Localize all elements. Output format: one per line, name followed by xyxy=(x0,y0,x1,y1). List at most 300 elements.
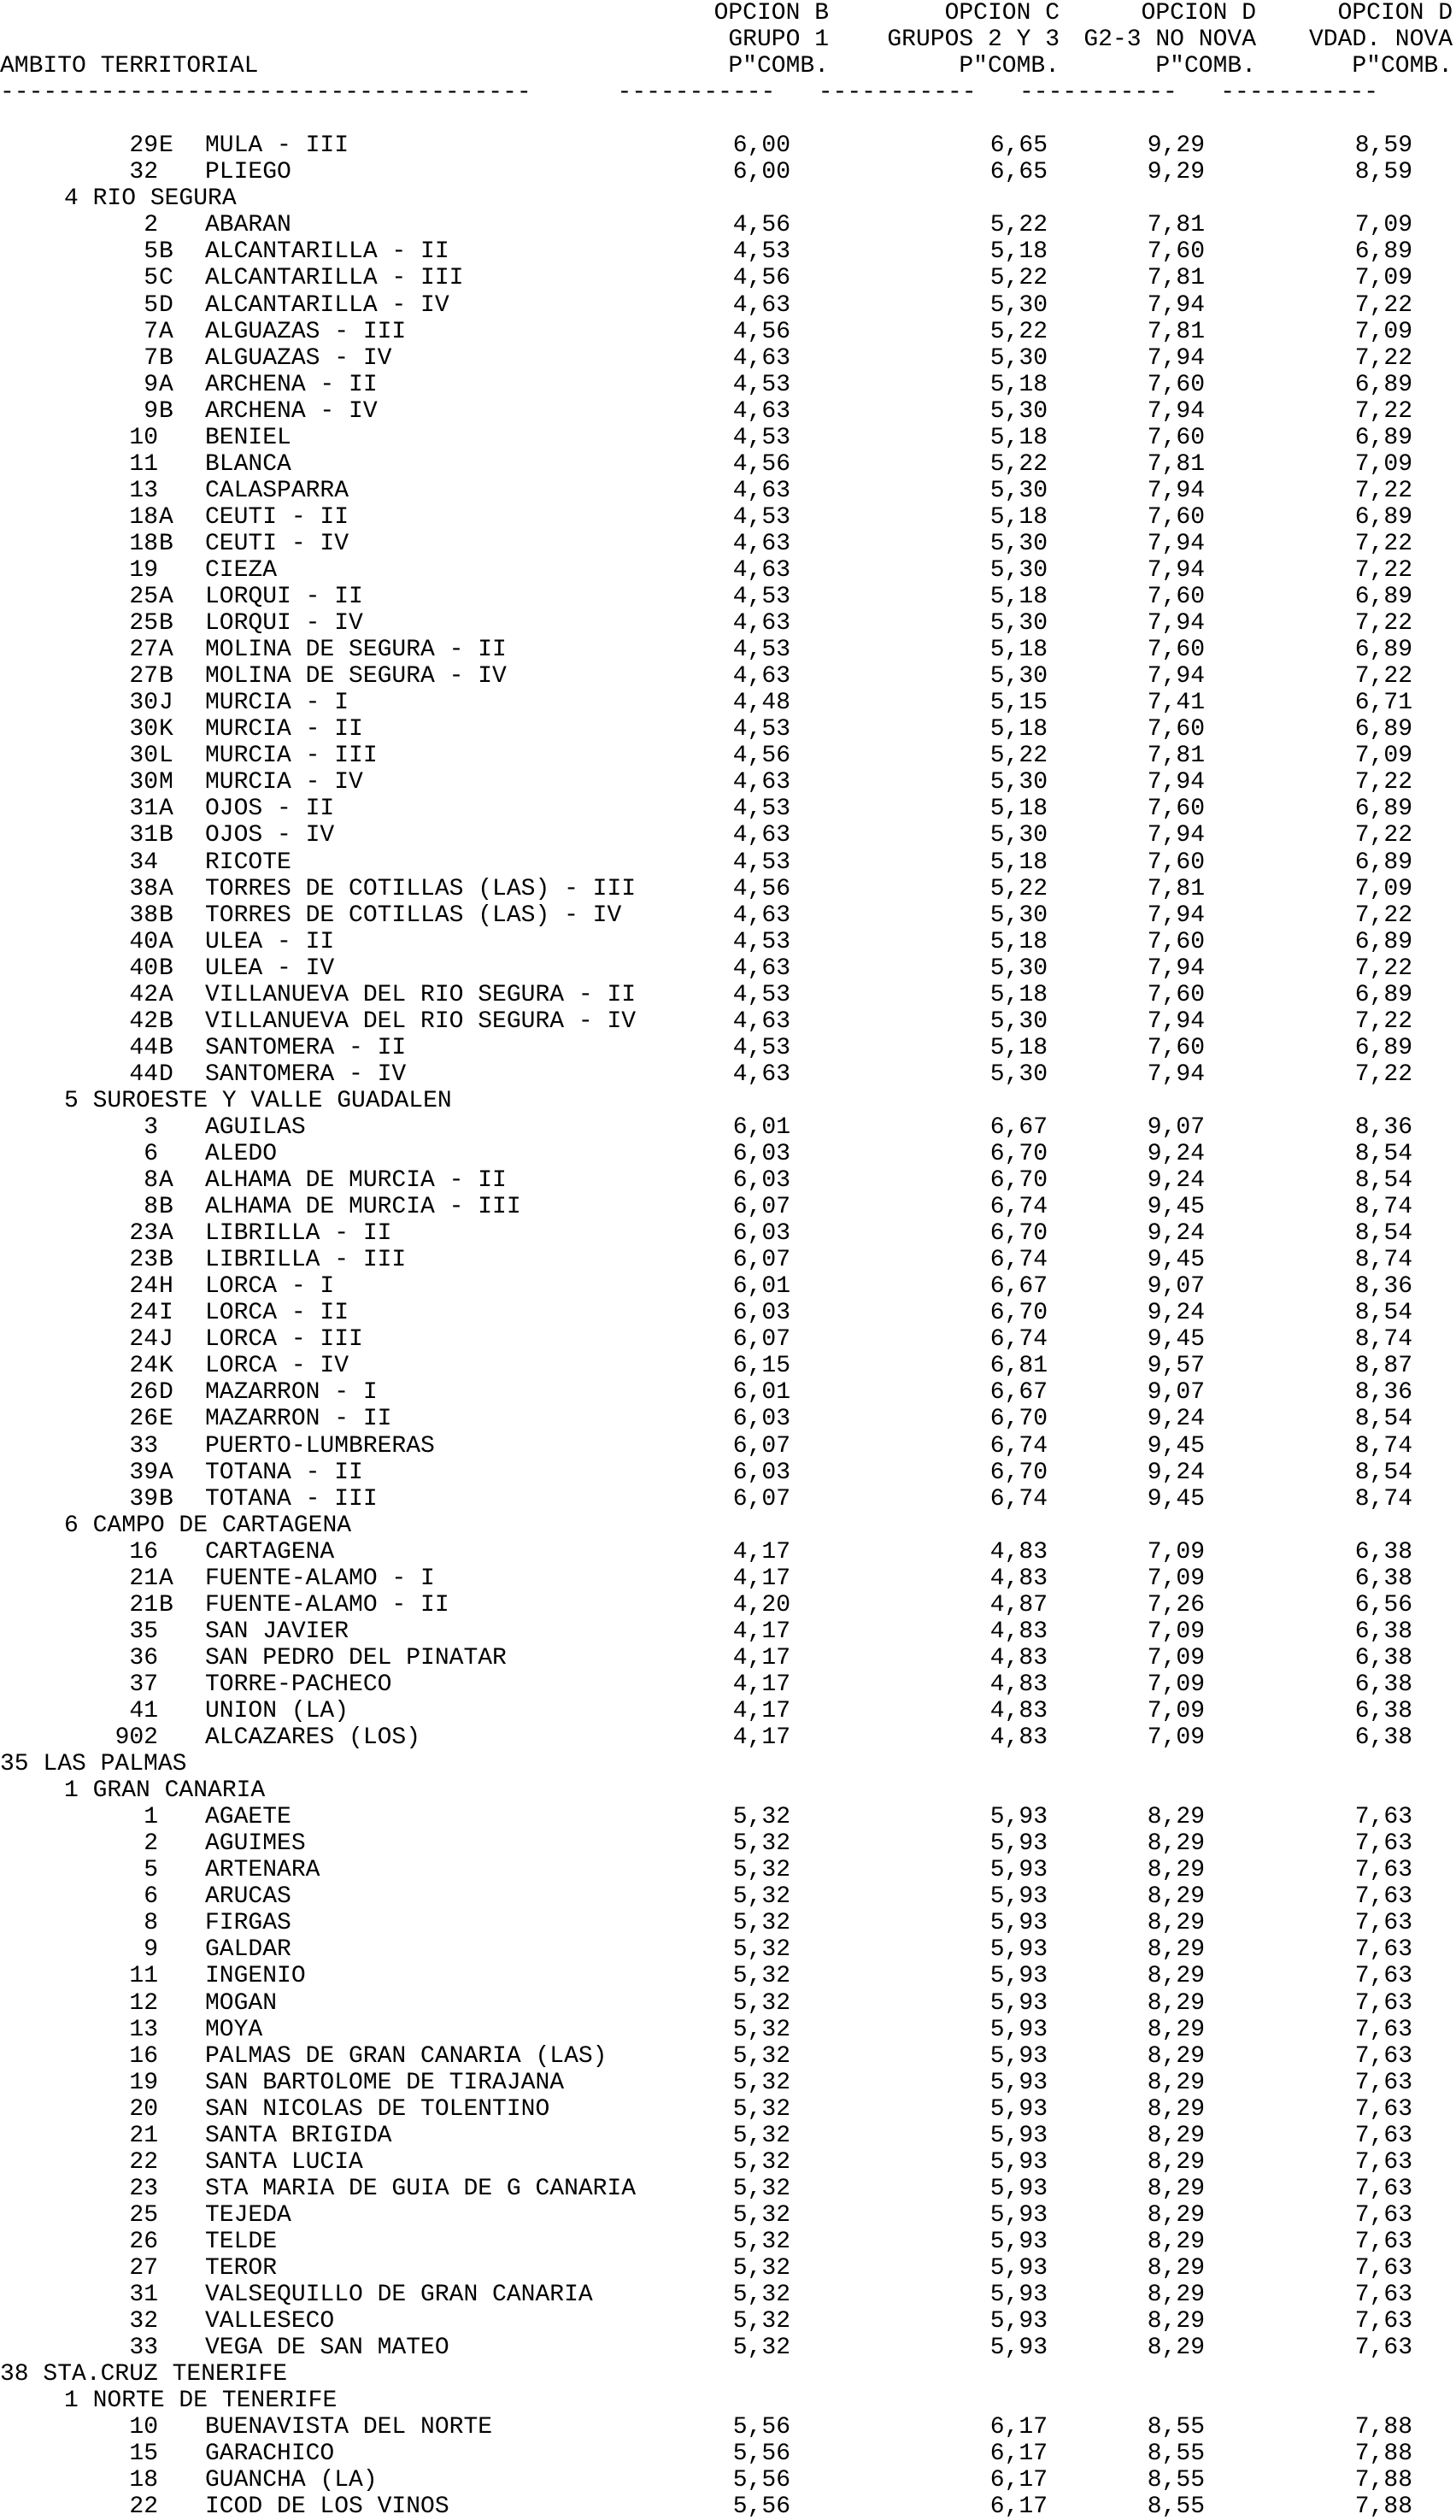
municipality-code: 39 xyxy=(129,1459,158,1486)
table-row xyxy=(0,2202,1456,2229)
municipality-name: AGUILAS xyxy=(205,1113,306,1141)
municipality-code: 25 xyxy=(129,2201,158,2229)
municipality-name: LORCA - II xyxy=(205,1300,349,1327)
value-option-b: 6,03 xyxy=(732,1167,790,1195)
municipality-suffix: B xyxy=(159,397,173,425)
municipality-name: TORRE-PACHECO xyxy=(205,1671,392,1698)
table-row xyxy=(0,1008,1456,1035)
value-option-d: 8,29 xyxy=(1147,2254,1205,2282)
zone-heading-row xyxy=(0,2388,1456,2414)
table-row xyxy=(0,1114,1456,1141)
municipality-suffix: K xyxy=(159,716,173,743)
value-option-d: 7,94 xyxy=(1147,530,1205,557)
value-option-d-nova: 6,89 xyxy=(1354,1034,1412,1061)
table-row xyxy=(0,1830,1456,1857)
value-option-c: 5,93 xyxy=(989,2228,1048,2255)
value-option-b: 5,32 xyxy=(732,2175,790,2202)
value-option-d: 7,09 xyxy=(1147,1644,1205,1671)
table-row xyxy=(0,769,1456,796)
municipality-name: MAZARRON - II xyxy=(205,1406,392,1433)
municipality-suffix: E xyxy=(159,132,173,160)
municipality-code: 44 xyxy=(129,1034,158,1061)
value-option-d: 7,94 xyxy=(1147,344,1205,372)
value-option-d: 7,60 xyxy=(1147,637,1205,664)
value-option-b: 6,07 xyxy=(732,1247,790,1274)
municipality-code: 24 xyxy=(129,1353,158,1380)
value-option-c: 5,18 xyxy=(989,584,1048,611)
value-option-b: 6,07 xyxy=(732,1432,790,1460)
table-row xyxy=(0,822,1456,849)
municipality-name: BUENAVISTA DEL NORTE xyxy=(205,2414,493,2441)
header-option-b-title: OPCION B xyxy=(713,0,829,26)
value-option-d-nova: 7,63 xyxy=(1354,1989,1412,2017)
value-option-d: 7,60 xyxy=(1147,424,1205,451)
value-option-c: 5,18 xyxy=(989,716,1048,743)
value-option-c: 5,30 xyxy=(989,530,1048,557)
municipality-code: 29 xyxy=(129,132,158,160)
value-option-d: 9,24 xyxy=(1147,1406,1205,1433)
header-option-d-nova-unit: P"COMB. xyxy=(1352,53,1453,80)
value-option-c: 6,67 xyxy=(989,1273,1048,1301)
value-option-b: 5,32 xyxy=(732,2308,790,2335)
value-option-d-nova: 7,09 xyxy=(1354,212,1412,239)
municipality-suffix: J xyxy=(159,1326,173,1354)
value-option-d-nova: 8,54 xyxy=(1354,1141,1412,1168)
municipality-code: 38 xyxy=(129,875,158,902)
value-option-b: 6,01 xyxy=(732,1379,790,1407)
table-row xyxy=(0,1804,1456,1830)
municipality-code: 41 xyxy=(129,1698,158,1724)
table-row xyxy=(0,1353,1456,1379)
municipality-code: 3 xyxy=(144,1113,158,1141)
value-option-d-nova: 6,89 xyxy=(1354,716,1412,743)
municipality-name: ALGUAZAS - III xyxy=(205,318,407,345)
value-option-d-nova: 6,89 xyxy=(1354,503,1412,531)
table-row xyxy=(0,1460,1456,1486)
municipality-name: INGENIO xyxy=(205,1963,306,1990)
municipality-suffix: A xyxy=(159,1220,173,1248)
municipality-suffix: B xyxy=(159,238,173,266)
municipality-name: SAN PEDRO DEL PINATAR xyxy=(205,1644,507,1671)
value-option-b: 4,56 xyxy=(732,318,790,345)
municipality-code: 21 xyxy=(129,1565,158,1592)
municipality-code: 31 xyxy=(129,2282,158,2309)
municipality-code: 5 xyxy=(144,265,158,292)
municipality-name: ALCAZARES (LOS) xyxy=(205,1724,421,1752)
value-option-b: 4,53 xyxy=(732,371,790,398)
value-option-d: 7,60 xyxy=(1147,238,1205,266)
table-row xyxy=(0,929,1456,955)
municipality-suffix: A xyxy=(159,318,173,345)
municipality-name: TORRES DE COTILLAS (LAS) - III xyxy=(205,875,637,902)
table-row xyxy=(0,1273,1456,1300)
value-option-b: 4,63 xyxy=(732,397,790,425)
value-option-b: 4,63 xyxy=(732,1060,790,1088)
municipality-code: 34 xyxy=(129,849,158,876)
value-option-d-nova: 8,74 xyxy=(1354,1247,1412,1274)
value-option-d: 8,55 xyxy=(1147,2494,1205,2520)
value-option-b: 5,32 xyxy=(732,2228,790,2255)
municipality-code: 5 xyxy=(144,238,158,266)
value-option-b: 6,15 xyxy=(732,1353,790,1380)
municipality-name: STA MARIA DE GUIA DE G CANARIA xyxy=(205,2175,637,2202)
value-option-b: 4,53 xyxy=(732,796,790,823)
municipality-code: 22 xyxy=(129,2148,158,2176)
municipality-code: 1 xyxy=(144,1804,158,1831)
municipality-code: 36 xyxy=(129,1644,158,1671)
municipality-code: 2 xyxy=(144,1830,158,1858)
value-option-d-nova: 7,22 xyxy=(1354,769,1412,796)
table-row xyxy=(0,902,1456,929)
value-option-b: 4,63 xyxy=(732,822,790,849)
value-option-b: 5,32 xyxy=(732,2042,790,2070)
value-option-b: 6,07 xyxy=(732,1194,790,1221)
value-option-c: 5,22 xyxy=(989,743,1048,770)
table-row xyxy=(0,1406,1456,1432)
value-option-d-nova: 8,54 xyxy=(1354,1220,1412,1248)
municipality-code: 19 xyxy=(129,2069,158,2096)
header-line-2 xyxy=(0,26,1456,53)
value-option-c: 4,87 xyxy=(989,1591,1048,1618)
value-option-d: 7,41 xyxy=(1147,690,1205,717)
municipality-suffix: J xyxy=(159,690,173,717)
municipality-code: 40 xyxy=(129,928,158,955)
municipality-code: 5 xyxy=(144,1857,158,1884)
value-option-c: 5,22 xyxy=(989,875,1048,902)
municipality-suffix: B xyxy=(159,1194,173,1221)
municipality-suffix: C xyxy=(159,265,173,292)
value-option-c: 6,17 xyxy=(989,2467,1048,2494)
value-option-d-nova: 7,22 xyxy=(1354,1060,1412,1088)
value-option-d-nova: 7,22 xyxy=(1354,556,1412,584)
municipality-code: 26 xyxy=(129,1406,158,1433)
municipality-name: CIEZA xyxy=(205,556,278,584)
value-option-d-nova: 6,38 xyxy=(1354,1644,1412,1671)
value-option-d: 7,60 xyxy=(1147,584,1205,611)
value-option-b: 4,53 xyxy=(732,238,790,266)
value-option-c: 5,93 xyxy=(989,2148,1048,2176)
table-row xyxy=(0,716,1456,743)
value-option-d-nova: 6,89 xyxy=(1354,849,1412,876)
municipality-code: 21 xyxy=(129,1591,158,1618)
value-option-c: 4,83 xyxy=(989,1565,1048,1592)
municipality-code: 8 xyxy=(144,1167,158,1195)
municipality-suffix: A xyxy=(159,1459,173,1486)
value-option-b: 4,63 xyxy=(732,344,790,372)
header-line-3 xyxy=(0,53,1456,79)
municipality-code: 9 xyxy=(144,371,158,398)
value-option-c: 6,74 xyxy=(989,1194,1048,1221)
value-option-b: 5,56 xyxy=(732,2414,790,2441)
table-row xyxy=(0,1857,1456,1883)
value-option-d: 8,29 xyxy=(1147,1989,1205,2017)
value-option-c: 5,93 xyxy=(989,2254,1048,2282)
municipality-name: VEGA DE SAN MATEO xyxy=(205,2335,449,2362)
municipality-code: 37 xyxy=(129,1671,158,1698)
municipality-code: 21 xyxy=(129,2122,158,2149)
value-option-b: 4,17 xyxy=(732,1671,790,1698)
value-option-b: 4,63 xyxy=(732,477,790,504)
value-option-b: 4,53 xyxy=(732,849,790,876)
value-option-b: 6,07 xyxy=(732,1326,790,1354)
value-option-d-nova: 8,87 xyxy=(1354,1353,1412,1380)
value-option-d-nova: 7,63 xyxy=(1354,2254,1412,2282)
municipality-name: PALMAS DE GRAN CANARIA (LAS) xyxy=(205,2042,608,2070)
value-option-b: 5,32 xyxy=(732,1936,790,1964)
municipality-name: GALDAR xyxy=(205,1936,291,1964)
value-option-c: 5,30 xyxy=(989,955,1048,982)
municipality-name: ULEA - II xyxy=(205,928,335,955)
value-option-c: 6,17 xyxy=(989,2441,1048,2468)
value-option-d: 8,29 xyxy=(1147,2069,1205,2096)
value-option-b: 5,32 xyxy=(732,2148,790,2176)
value-option-d-nova: 7,63 xyxy=(1354,2201,1412,2229)
municipality-code: 2 xyxy=(144,212,158,239)
municipality-suffix: L xyxy=(159,743,173,770)
value-option-d-nova: 7,63 xyxy=(1354,1910,1412,1937)
municipality-code: 902 xyxy=(114,1724,158,1752)
table-row xyxy=(0,1645,1456,1671)
value-option-d: 8,29 xyxy=(1147,2175,1205,2202)
value-option-d-nova: 7,88 xyxy=(1354,2414,1412,2441)
table-row xyxy=(0,1698,1456,1724)
table-row xyxy=(0,849,1456,876)
table-row xyxy=(0,2176,1456,2202)
municipality-name: ULEA - IV xyxy=(205,955,335,982)
value-option-c: 5,18 xyxy=(989,637,1048,664)
municipality-name: ARCHENA - II xyxy=(205,371,378,398)
value-option-d: 9,29 xyxy=(1147,159,1205,186)
municipality-name: AGUIMES xyxy=(205,1830,306,1858)
value-option-b: 6,07 xyxy=(732,1485,790,1513)
table-row xyxy=(0,1061,1456,1088)
value-option-b: 4,53 xyxy=(732,1034,790,1061)
value-option-c: 5,18 xyxy=(989,503,1048,531)
table-row xyxy=(0,1990,1456,2017)
value-option-b: 4,53 xyxy=(732,584,790,611)
value-option-c: 5,18 xyxy=(989,928,1048,955)
value-option-b: 4,17 xyxy=(732,1698,790,1724)
value-option-d-nova: 7,22 xyxy=(1354,663,1412,690)
municipality-code: 42 xyxy=(129,1007,158,1035)
municipality-suffix: M xyxy=(159,769,173,796)
municipality-suffix: B xyxy=(159,1034,173,1061)
value-option-d-nova: 8,74 xyxy=(1354,1485,1412,1513)
value-option-d: 8,29 xyxy=(1147,1883,1205,1911)
value-option-d: 8,29 xyxy=(1147,1857,1205,1884)
municipality-code: 18 xyxy=(129,530,158,557)
value-option-d-nova: 6,89 xyxy=(1354,371,1412,398)
municipality-suffix: A xyxy=(159,503,173,531)
table-header xyxy=(0,0,1456,132)
value-option-d: 7,60 xyxy=(1147,371,1205,398)
value-option-b: 4,63 xyxy=(732,1007,790,1035)
municipality-code: 6 xyxy=(144,1883,158,1911)
municipality-code: 23 xyxy=(129,2175,158,2202)
value-option-d: 7,94 xyxy=(1147,663,1205,690)
value-option-c: 6,67 xyxy=(989,1113,1048,1141)
value-option-b: 6,03 xyxy=(732,1220,790,1248)
value-option-c: 4,83 xyxy=(989,1698,1048,1724)
value-option-b: 4,17 xyxy=(732,1618,790,1645)
value-option-d: 7,94 xyxy=(1147,1060,1205,1088)
value-option-d: 7,09 xyxy=(1147,1618,1205,1645)
table-row xyxy=(0,663,1456,690)
table-row xyxy=(0,637,1456,663)
value-option-d-nova: 7,63 xyxy=(1354,2175,1412,2202)
value-option-b: 5,32 xyxy=(732,2201,790,2229)
value-option-d-nova: 6,38 xyxy=(1354,1671,1412,1698)
municipality-name: SAN NICOLAS DE TOLENTINO xyxy=(205,2095,550,2123)
municipality-name: MURCIA - III xyxy=(205,743,378,770)
value-option-c: 6,67 xyxy=(989,1379,1048,1407)
value-option-d-nova: 7,22 xyxy=(1354,530,1412,557)
value-option-c: 5,15 xyxy=(989,690,1048,717)
table-row xyxy=(0,2017,1456,2043)
value-option-d: 8,55 xyxy=(1147,2467,1205,2494)
value-option-b: 5,32 xyxy=(732,1963,790,1990)
table-row xyxy=(0,1565,1456,1592)
municipality-suffix: B xyxy=(159,1591,173,1618)
value-option-d-nova: 8,54 xyxy=(1354,1300,1412,1327)
table-row xyxy=(0,1539,1456,1565)
municipality-name: ABARAN xyxy=(205,212,291,239)
value-option-c: 5,18 xyxy=(989,424,1048,451)
municipality-code: 31 xyxy=(129,822,158,849)
value-option-d: 8,29 xyxy=(1147,2335,1205,2362)
municipality-code: 31 xyxy=(129,796,158,823)
municipality-name: FUENTE-ALAMO - I xyxy=(205,1565,435,1592)
value-option-d-nova: 7,22 xyxy=(1354,477,1412,504)
value-option-d-nova: 7,22 xyxy=(1354,822,1412,849)
value-option-d: 9,45 xyxy=(1147,1485,1205,1513)
value-option-d-nova: 6,89 xyxy=(1354,238,1412,266)
value-option-c: 5,93 xyxy=(989,1857,1048,1884)
table-row xyxy=(0,2467,1456,2494)
municipality-name: TEJEDA xyxy=(205,2201,291,2229)
value-option-d: 7,94 xyxy=(1147,902,1205,929)
municipality-name: TEROR xyxy=(205,2254,278,2282)
table-row xyxy=(0,1326,1456,1353)
value-option-b: 6,03 xyxy=(732,1300,790,1327)
value-option-d: 8,29 xyxy=(1147,2148,1205,2176)
value-option-c: 6,74 xyxy=(989,1326,1048,1354)
value-option-d-nova: 6,89 xyxy=(1354,584,1412,611)
municipality-code: 12 xyxy=(129,1989,158,2017)
value-option-d: 9,07 xyxy=(1147,1379,1205,1407)
value-option-b: 4,17 xyxy=(732,1724,790,1752)
province-heading: 38 STA.CRUZ TENERIFE xyxy=(0,2361,288,2388)
value-option-d-nova: 7,22 xyxy=(1354,955,1412,982)
value-option-d: 7,94 xyxy=(1147,769,1205,796)
table-row xyxy=(0,372,1456,398)
municipality-code: 39 xyxy=(129,1485,158,1513)
municipality-name: ALHAMA DE MURCIA - II xyxy=(205,1167,507,1195)
table-row xyxy=(0,1141,1456,1167)
municipality-code: 27 xyxy=(129,637,158,664)
municipality-name: ALCANTARILLA - IV xyxy=(205,291,449,319)
municipality-name: MOLINA DE SEGURA - II xyxy=(205,637,507,664)
value-option-c: 4,83 xyxy=(989,1671,1048,1698)
value-option-d: 8,29 xyxy=(1147,1963,1205,1990)
value-option-d: 7,81 xyxy=(1147,318,1205,345)
value-option-d: 7,60 xyxy=(1147,1034,1205,1061)
value-option-c: 6,74 xyxy=(989,1247,1048,1274)
value-option-d-nova: 8,74 xyxy=(1354,1432,1412,1460)
municipality-name: LORQUI - IV xyxy=(205,610,363,637)
value-option-b: 4,56 xyxy=(732,265,790,292)
value-option-d-nova: 7,63 xyxy=(1354,2095,1412,2123)
table-row xyxy=(0,1220,1456,1247)
municipality-name: MURCIA - II xyxy=(205,716,363,743)
municipality-suffix: B xyxy=(159,344,173,372)
table-row xyxy=(0,238,1456,265)
value-option-c: 5,93 xyxy=(989,2282,1048,2309)
value-option-c: 4,83 xyxy=(989,1618,1048,1645)
municipality-code: 6 xyxy=(144,1141,158,1168)
value-option-d-nova: 7,88 xyxy=(1354,2467,1412,2494)
municipality-name: VILLANUEVA DEL RIO SEGURA - IV xyxy=(205,1007,637,1035)
value-option-d: 8,55 xyxy=(1147,2414,1205,2441)
table-row xyxy=(0,1379,1456,1406)
municipality-code: 30 xyxy=(129,690,158,717)
municipality-name: SANTA LUCIA xyxy=(205,2148,363,2176)
value-option-c: 6,70 xyxy=(989,1459,1048,1486)
header-option-d-title: OPCION D xyxy=(1141,0,1256,26)
table-row xyxy=(0,531,1456,557)
value-option-b: 6,00 xyxy=(732,132,790,160)
municipality-code: 23 xyxy=(129,1247,158,1274)
table-row xyxy=(0,2070,1456,2096)
value-option-c: 5,22 xyxy=(989,450,1048,478)
value-option-c: 5,30 xyxy=(989,477,1048,504)
municipality-name: ALEDO xyxy=(205,1141,278,1168)
value-option-b: 5,32 xyxy=(732,2282,790,2309)
municipality-name: MOYA xyxy=(205,2016,263,2043)
value-option-b: 4,56 xyxy=(732,450,790,478)
value-option-c: 5,93 xyxy=(989,2122,1048,2149)
value-option-d: 8,29 xyxy=(1147,2016,1205,2043)
value-option-d-nova: 7,09 xyxy=(1354,450,1412,478)
value-option-d-nova: 7,09 xyxy=(1354,265,1412,292)
header-ambito-label: AMBITO TERRITORIAL xyxy=(0,53,259,80)
value-option-d-nova: 6,38 xyxy=(1354,1724,1412,1752)
value-option-b: 5,32 xyxy=(732,1883,790,1911)
municipality-code: 10 xyxy=(129,2414,158,2441)
value-option-c: 6,74 xyxy=(989,1485,1048,1513)
value-option-b: 4,53 xyxy=(732,981,790,1008)
municipality-suffix: A xyxy=(159,875,173,902)
municipality-name: MOLINA DE SEGURA - IV xyxy=(205,663,507,690)
value-option-d-nova: 7,63 xyxy=(1354,1883,1412,1911)
municipality-suffix: A xyxy=(159,1167,173,1195)
value-option-d-nova: 8,54 xyxy=(1354,1167,1412,1195)
municipality-name: BENIEL xyxy=(205,424,291,451)
municipality-name: ARUCAS xyxy=(205,1883,291,1911)
value-option-c: 5,93 xyxy=(989,2201,1048,2229)
table-row xyxy=(0,1592,1456,1618)
municipality-suffix: D xyxy=(159,1060,173,1088)
value-option-c: 5,30 xyxy=(989,769,1048,796)
zone-heading: 1 GRAN CANARIA xyxy=(64,1777,266,1805)
value-option-b: 4,63 xyxy=(732,902,790,929)
table-row xyxy=(0,2255,1456,2282)
zone-heading-row xyxy=(0,185,1456,212)
table-row xyxy=(0,425,1456,451)
value-option-d: 9,45 xyxy=(1147,1326,1205,1354)
zone-heading: 4 RIO SEGURA xyxy=(64,185,237,213)
value-option-c: 5,30 xyxy=(989,822,1048,849)
